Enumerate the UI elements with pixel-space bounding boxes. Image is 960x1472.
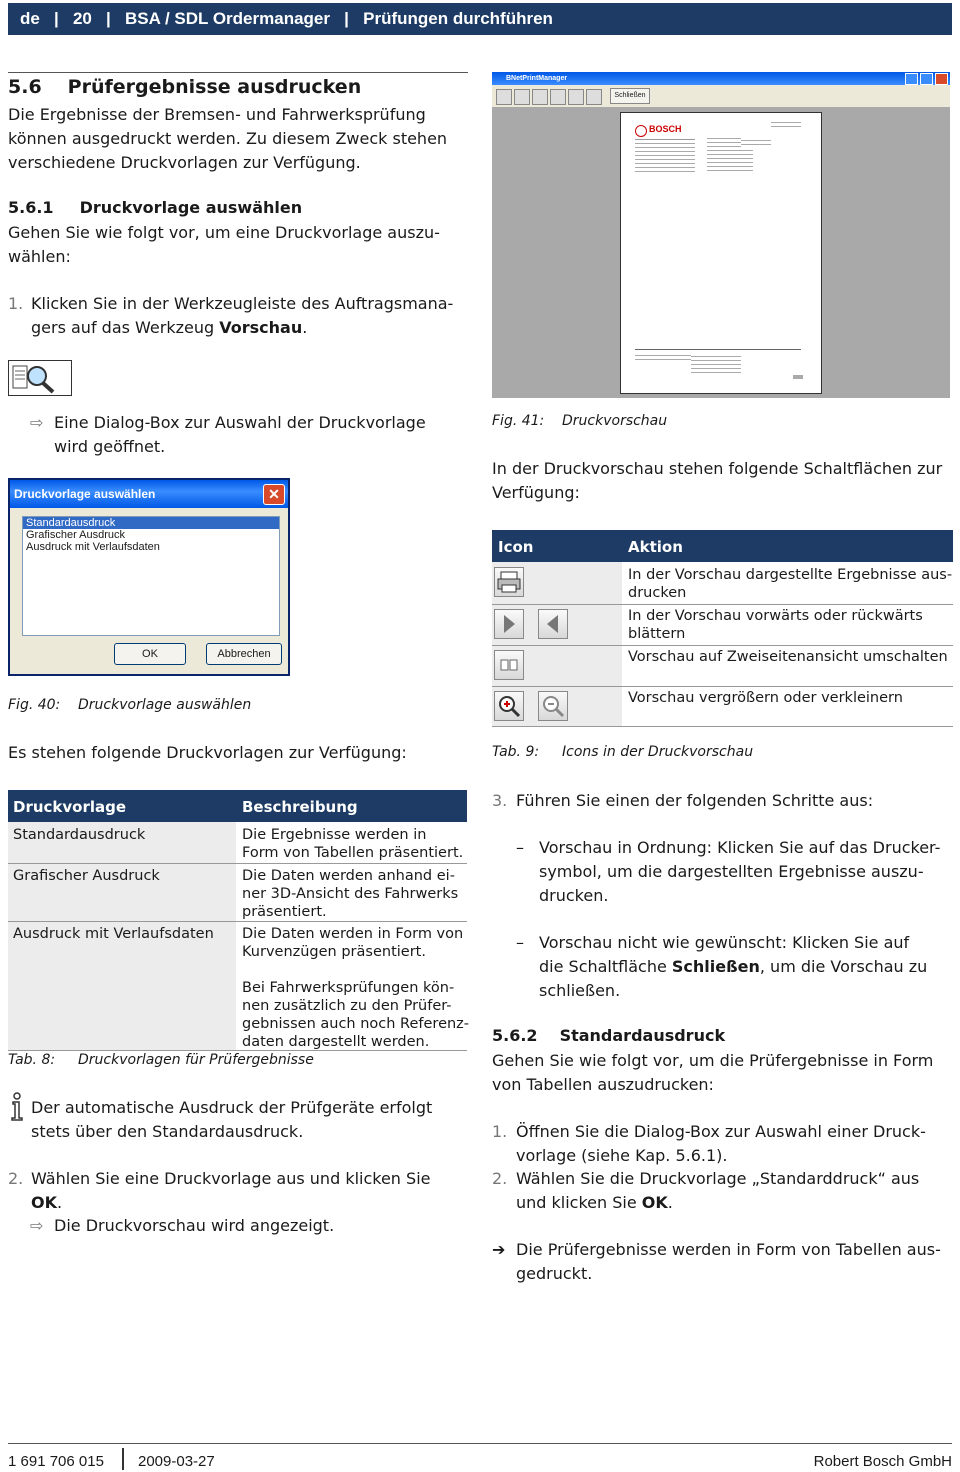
result-arrow-icon: ⇨ bbox=[30, 1216, 44, 1235]
footer-separator bbox=[122, 1448, 124, 1470]
note-text: Der automatische Ausdruck der Prüfgeräte erfolgt stets über den Standardausdruck. bbox=[31, 1098, 433, 1141]
section-561-intro: Gehen Sie wie folgt vor, um eine Druckvorlage auszu- wählen: bbox=[8, 223, 440, 266]
section-56-heading bbox=[8, 76, 361, 98]
template-list[interactable] bbox=[22, 516, 280, 636]
step-3-option-2: – Vorschau nicht wie gewünscht: Klicken Sie auf die Schaltfläche Schließen, um die Vorschau zu schließen. bbox=[516, 933, 928, 1000]
minimize-icon[interactable] bbox=[905, 73, 918, 85]
preview-page bbox=[620, 112, 822, 394]
preview-title: BNetPrintManager bbox=[506, 75, 568, 82]
bosch-logo-icon bbox=[635, 125, 647, 137]
result-1: ⇨ Eine Dialog-Box zur Auswahl der Druckvorlage wird geöffnet. bbox=[30, 413, 426, 456]
tab9-header: Icon Aktion bbox=[492, 530, 953, 562]
section-562-intro: Gehen Sie wie folgt vor, um die Prüfergebnisse in Form von Tabellen auszudrucken: bbox=[492, 1051, 934, 1094]
zoom-out-icon[interactable] bbox=[538, 691, 568, 721]
tab8-row3-name: Ausdruck mit Verlaufsdaten bbox=[13, 926, 214, 942]
section-562-step-2: 2. Wählen Sie die Druckvorlage „Standarddruck“ aus und klicken Sie OK. bbox=[492, 1169, 920, 1212]
step-3: 3. Führen Sie einen der folgenden Schritte aus: bbox=[492, 791, 874, 810]
tab8-row2-name: Grafischer Ausdruck bbox=[13, 868, 160, 884]
tab8-row2-desc: Die Daten werden anhand ei- ner 3D-Ansicht des Fahrwerks präsentiert. bbox=[242, 868, 459, 920]
maximize-icon[interactable] bbox=[920, 73, 933, 85]
cancel-button[interactable]: Abbrechen bbox=[206, 643, 282, 665]
tab8-header: Druckvorlage Beschreibung bbox=[8, 790, 467, 822]
page-header: de | 20 | BSA / SDL Ordermanager | Prüfungen durchführen bbox=[8, 3, 952, 35]
preview-tool-icon[interactable] bbox=[8, 360, 72, 396]
info-icon bbox=[8, 1092, 26, 1126]
prev-page-icon[interactable] bbox=[538, 609, 568, 639]
header-chapter: Prüfungen durchführen bbox=[363, 9, 553, 28]
close-icon[interactable] bbox=[935, 73, 948, 85]
zoom-in-icon[interactable] bbox=[568, 89, 584, 105]
list-item[interactable]: Standardausdruck bbox=[23, 517, 279, 529]
footer-rule bbox=[8, 1443, 952, 1444]
preview-buttons-text: In der Druckvorschau stehen folgende Schaltflächen zur Verfügung: bbox=[492, 459, 943, 502]
header-product: BSA / SDL Ordermanager bbox=[124, 9, 330, 28]
footer-doc-number: 1 691 706 015 bbox=[8, 1453, 104, 1470]
printer-icon[interactable] bbox=[494, 567, 524, 597]
result-arrow-icon: ➔ bbox=[492, 1240, 506, 1259]
two-page-icon[interactable] bbox=[550, 89, 566, 105]
printer-icon[interactable] bbox=[496, 89, 512, 105]
step-3-option-1: – Vorschau in Ordnung: Klicken Sie auf das Drucker- symbol, um die dargestellten Ergebnisse auszu- drucken. bbox=[516, 838, 941, 905]
two-page-icon[interactable] bbox=[494, 650, 524, 680]
section-562-step-1: 1. Öffnen Sie die Dialog-Box zur Auswahl einer Druck- vorlage (siehe Kap. 5.6.1). bbox=[492, 1122, 926, 1165]
list-item[interactable]: Ausdruck mit Verlaufsdaten bbox=[26, 541, 160, 553]
prev-page-icon[interactable] bbox=[532, 89, 548, 105]
step-2: 2. Wählen Sie eine Druckvorlage aus und klicken Sie OK. bbox=[8, 1169, 431, 1212]
preview-toolbar bbox=[492, 85, 950, 107]
preview-brand: BOSCH bbox=[649, 124, 682, 134]
tab9-row1-action: In der Vorschau dargestellte Ergebnisse aus- drucken bbox=[628, 567, 953, 601]
tab-9-caption: Tab. 9: Icons in der Druckvorschau bbox=[492, 744, 754, 760]
zoom-out-icon[interactable] bbox=[586, 89, 602, 105]
dialog-druckvorlage bbox=[8, 478, 290, 676]
tab8-row1-desc: Die Ergebnisse werden in Form von Tabellen präsentiert. bbox=[242, 827, 464, 861]
next-page-icon[interactable] bbox=[514, 89, 530, 105]
header-lang: de bbox=[20, 9, 40, 28]
tab9-row2-action: In der Vorschau vorwärts oder rückwärts blättern bbox=[628, 608, 923, 642]
section-562-result: ➔ Die Prüfergebnisse werden in Form von Tabellen aus- gedruckt. bbox=[492, 1240, 941, 1283]
close-icon[interactable]: ✕ bbox=[263, 484, 285, 505]
tab9-row4-action: Vorschau vergrößern oder verkleinern bbox=[628, 690, 903, 706]
fig-40-caption: Fig. 40: Druckvorlage auswählen bbox=[8, 697, 252, 713]
result-arrow-icon: ⇨ bbox=[30, 413, 44, 432]
footer-company: Robert Bosch GmbH bbox=[813, 1453, 952, 1470]
step-1: 1. Klicken Sie in der Werkzeugleiste des Auftragsmana- gers auf das Werkzeug Vorschau. bbox=[8, 294, 454, 337]
section-56-intro: Die Ergebnisse der Bremsen- und Fahrwerksprüfung können ausgedruckt werden. Zu diesem Zweck stehen verschiedene Druckvorlagen zur Verfügung. bbox=[8, 105, 448, 172]
section-title: Prüfergebnisse ausdrucken bbox=[67, 76, 362, 98]
dialog-titlebar bbox=[10, 480, 288, 508]
footer-date: 2009-03-27 bbox=[138, 1453, 215, 1470]
fig-41-caption: Fig. 41: Druckvorschau bbox=[492, 413, 668, 429]
preview-titlebar bbox=[492, 72, 950, 85]
result-2: ⇨ Die Druckvorschau wird angezeigt. bbox=[30, 1214, 470, 1238]
list-item[interactable]: Grafischer Ausdruck bbox=[26, 529, 126, 541]
section-561-heading: 5.6.1 Druckvorlage auswählen bbox=[8, 198, 303, 217]
close-preview-button[interactable]: Schließen bbox=[610, 88, 650, 104]
dialog-title: Druckvorlage auswählen bbox=[14, 487, 156, 501]
templates-available-text: Es stehen folgende Druckvorlagen zur Verfügung: bbox=[8, 743, 407, 762]
section-number: 5.6 bbox=[8, 76, 42, 98]
print-preview-window bbox=[492, 72, 950, 398]
tab8-row3-desc: Die Daten werden in Form von Kurvenzügen präsentiert. Bei Fahrwerksprüfungen kön- nen zusätzlich zu den Prüfer- gebnissen auch noch Referenz- daten dargestellt werden. bbox=[242, 926, 470, 1050]
ok-button[interactable]: OK bbox=[114, 643, 186, 665]
tab8-row1-name: Standardausdruck bbox=[13, 827, 146, 843]
tab9-row3-action: Vorschau auf Zweiseitenansicht umschalten bbox=[628, 649, 948, 665]
section-562-heading: 5.6.2 Standardausdruck bbox=[492, 1026, 726, 1045]
tab-8-caption: Tab. 8: Druckvorlagen für Prüfergebnisse bbox=[8, 1052, 314, 1068]
zoom-in-icon[interactable] bbox=[494, 691, 524, 721]
next-page-icon[interactable] bbox=[494, 609, 524, 639]
section-rule bbox=[8, 72, 468, 73]
header-page: 20 bbox=[72, 9, 92, 28]
